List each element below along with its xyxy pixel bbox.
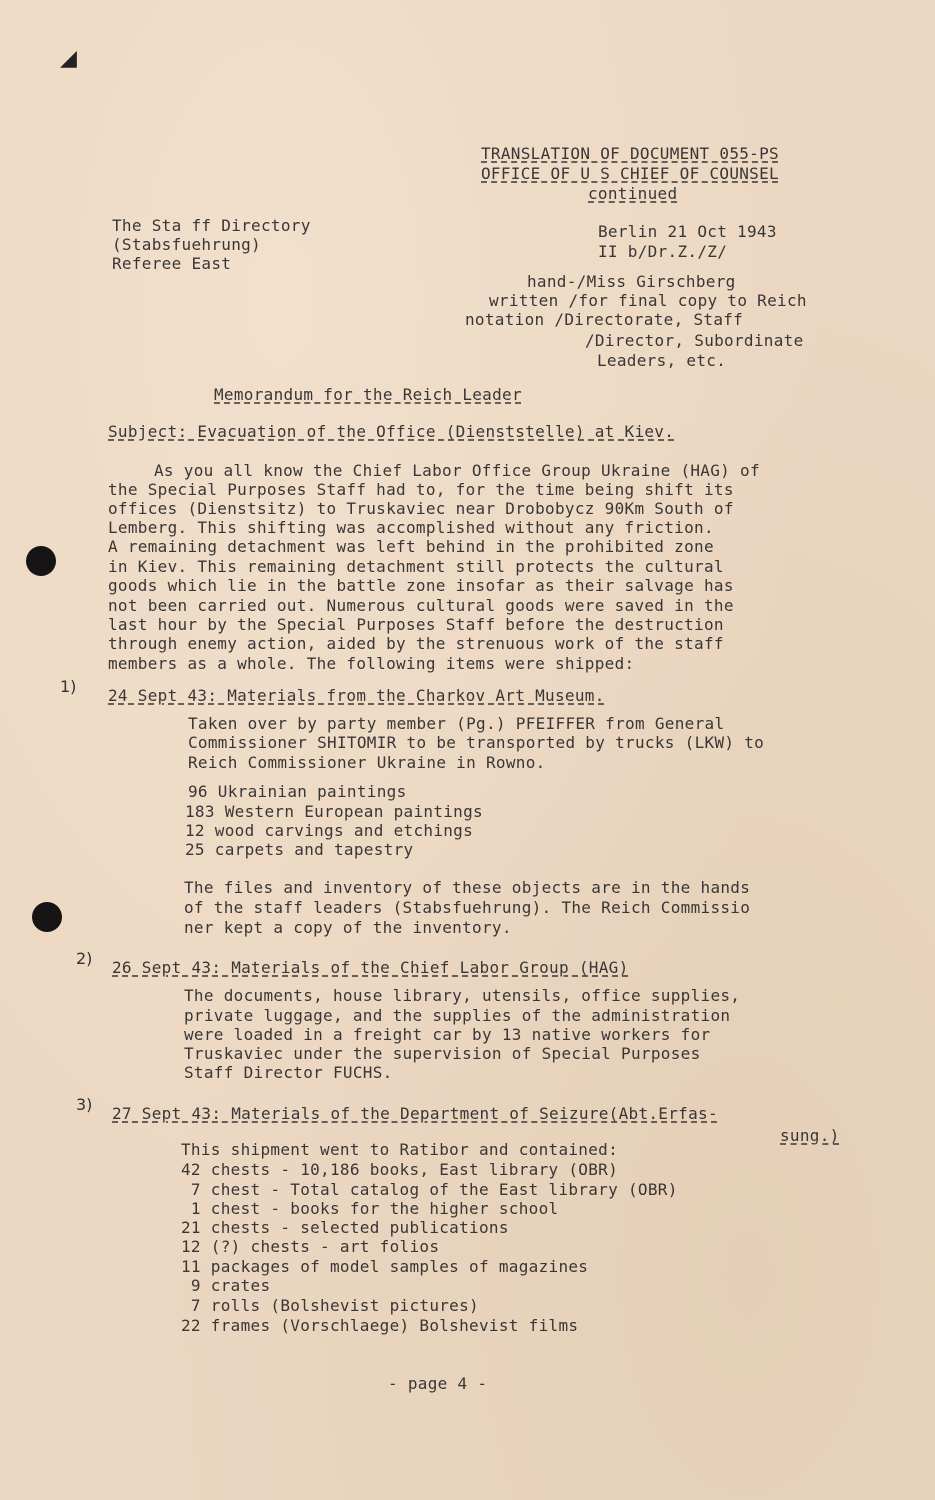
header-line-1: TRANSLATION OF DOCUMENT 055-PS [481, 144, 779, 163]
intro-line: offices (Dienstsitz) to Truskaviec near Drobobycz 90Km South of [108, 499, 734, 518]
notation-line-3: notation /Directorate, Staff [465, 310, 744, 329]
sender-line-1: The Sta ff Directory [112, 216, 311, 235]
item-3-list-item: 22 frames (Vorschlaege) Bolshevist films [181, 1316, 579, 1335]
item-1-list-item: 183 Western European paintings [185, 802, 483, 821]
intro-line: Lemberg. This shifting was accomplished without any friction. [108, 518, 714, 537]
notation-line-4: /Director, Subordinate [585, 331, 804, 350]
item-1-after-line: ner kept a copy of the inventory. [184, 918, 512, 937]
item-2-body-line: private luggage, and the supplies of the administration [184, 1006, 731, 1025]
corner-mark: ◢ [60, 46, 77, 71]
page-number: - page 4 - [388, 1374, 488, 1393]
item-3-number: 3) [76, 1095, 93, 1114]
intro-line: through enemy action, aided by the strenuous work of the staff [108, 634, 724, 653]
item-3-list-item: 7 chest - Total catalog of the East library (OBR) [181, 1180, 678, 1199]
intro-line: in Kiev. This remaining detachment still protects the cultural [108, 557, 724, 576]
item-1-body-line: Reich Commissioner Ukraine in Rowno. [188, 753, 546, 772]
date-line-1: Berlin 21 Oct 1943 [598, 222, 777, 241]
item-3-list-item: 1 chest - books for the higher school [181, 1199, 559, 1218]
item-2-body-line: The documents, house library, utensils, office supplies, [184, 986, 741, 1005]
notation-line-5: Leaders, etc. [597, 351, 727, 370]
intro-line: not been carried out. Numerous cultural goods were saved in the [108, 596, 734, 615]
item-1-list-item: 96 Ukrainian paintings [188, 782, 407, 801]
notation-line-2: written /for final copy to Reich [489, 291, 807, 310]
memo-title: Memorandum for the Reich Leader [214, 385, 522, 404]
item-2-heading: 26 Sept 43: Materials of the Chief Labor Group (HAG) [112, 958, 629, 977]
item-1-list-item: 12 wood carvings and etchings [185, 821, 474, 840]
intro-line: A remaining detachment was left behind in the prohibited zone [108, 537, 714, 556]
sender-line-2: (Stabsfuehrung) [112, 235, 261, 254]
item-2-body-line: Truskaviec under the supervision of Special Purposes [184, 1044, 701, 1063]
item-1-after-line: of the staff leaders (Stabsfuehrung). The Reich Commissio [184, 898, 751, 917]
item-2-body-line: were loaded in a freight car by 13 native workers for [184, 1025, 711, 1044]
item-3-list-item: 21 chests - selected publications [181, 1218, 509, 1237]
intro-line: members as a whole. The following items were shipped: [108, 654, 635, 673]
item-1-body-line: Commissioner SHITOMIR to be transported by trucks (LKW) to [188, 733, 765, 752]
item-1-list-item: 25 carpets and tapestry [185, 840, 414, 859]
punch-hole-bottom [32, 902, 62, 932]
item-3-list-item: 11 packages of model samples of magazines [181, 1257, 589, 1276]
item-1-heading: 24 Sept 43: Materials from the Charkov Art Museum. [108, 686, 605, 705]
sender-line-3: Referee East [112, 254, 232, 273]
notation-line-1: hand-/Miss Girschberg [527, 272, 736, 291]
item-3-list-item: 42 chests - 10,186 books, East library (OBR) [181, 1160, 619, 1179]
date-line-2: II b/Dr.Z./Z/ [598, 242, 728, 261]
intro-line: the Special Purposes Staff had to, for the time being shift its [108, 480, 734, 499]
item-1-after-line: The files and inventory of these objects are in the hands [184, 878, 751, 897]
item-3-list-item: 12 (?) chests - art folios [181, 1237, 440, 1256]
header-line-2: OFFICE OF U S CHIEF OF COUNSEL [481, 164, 779, 183]
item-1-number: 1) [60, 677, 77, 696]
subject-line: Subject: Evacuation of the Office (Dienststelle) at Kiev. [108, 422, 675, 441]
header-line-3: continued [588, 184, 678, 203]
punch-hole-top [26, 546, 56, 576]
item-3-heading-cont: sung.) [780, 1126, 840, 1145]
item-3-intro: This shipment went to Ratibor and contained: [181, 1140, 619, 1159]
item-3-list-item: 9 crates [181, 1276, 271, 1295]
intro-line: As you all know the Chief Labor Office Group Ukraine (HAG) of [154, 461, 760, 480]
item-3-heading: 27 Sept 43: Materials of the Department of Seizure(Abt.Erfas- [112, 1104, 718, 1123]
item-3-list-item: 7 rolls (Bolshevist pictures) [181, 1296, 479, 1315]
item-2-body-line: Staff Director FUCHS. [184, 1063, 393, 1082]
intro-line: last hour by the Special Purposes Staff before the destruction [108, 615, 724, 634]
item-1-body-line: Taken over by party member (Pg.) PFEIFFER from General [188, 714, 725, 733]
intro-line: goods which lie in the battle zone insofar as their salvage has [108, 576, 734, 595]
item-2-number: 2) [76, 949, 93, 968]
